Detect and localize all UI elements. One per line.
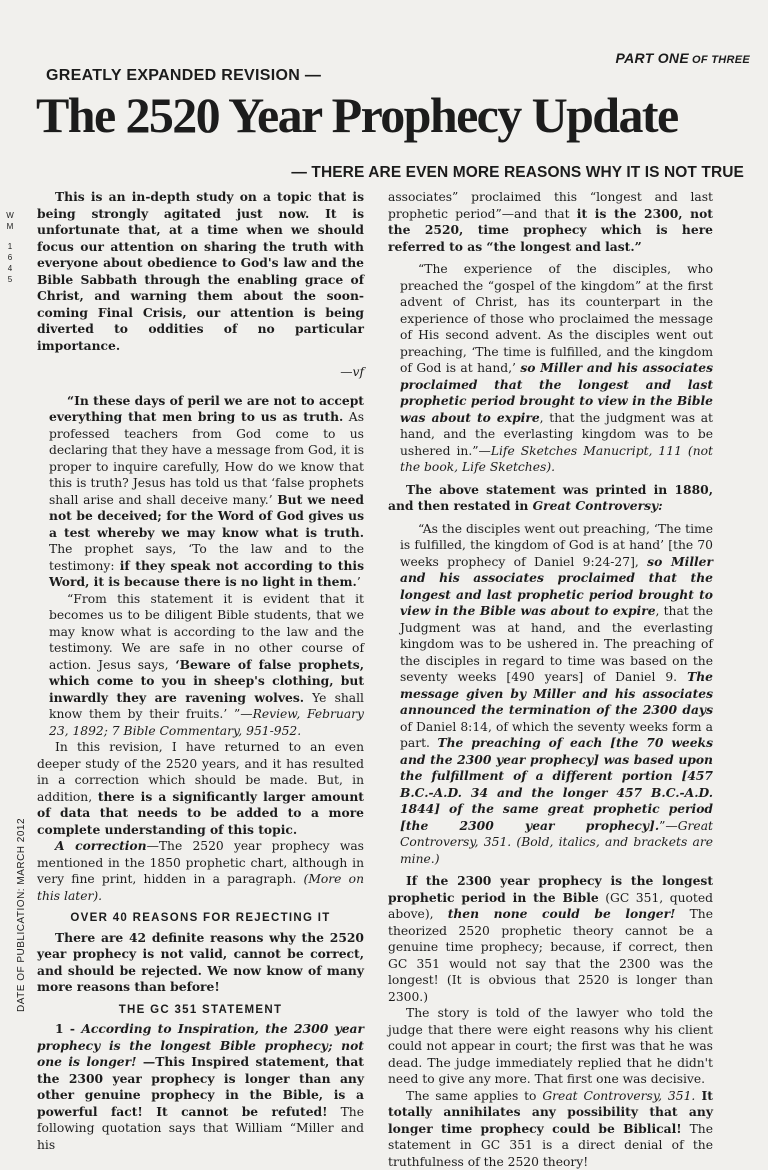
bold-run: 1 - <box>55 1021 81 1036</box>
margin-code-char: 6 <box>3 252 17 263</box>
bold-italic-run: The preaching of each [the 70 weeks and the 2300 year prophecy] was based upon the fulfillment of a different portion [457 B.C.-A.D. 34 and the longer 457 B.C.-A.D. 1844] of the same great prophetic period [the 2300 year prophecy]. <box>400 735 713 833</box>
body-paragraph: The story is told of the lawyer who told the judge that there were eight reasons why his client could not appear in court; the first was that he was dead. The judge immediately replied that he didn't need to give any more. That first one was decisive. <box>388 1005 713 1088</box>
bold-run: ‘Beware of false prophets, which come to you in sheep's clothing, but inwardly they are ravening wolves. <box>49 657 364 705</box>
margin-code-char: 4 <box>3 263 17 274</box>
italic-run: (More on this later). <box>37 872 364 903</box>
page-title: The 2520 Year Prophecy Update <box>36 86 678 144</box>
margin-code-char: 1 <box>3 241 17 252</box>
subtitle: — THERE ARE EVEN MORE REASONS WHY IT IS NOT TRUE <box>291 164 744 182</box>
body-paragraph: 1 - According to Inspiration, the 2300 year prophecy is the longest Bible prophecy; not one is longer! —This Inspired statement, that the 2300 year prophecy is longer than any other genuine prophecy in the Bible, is a powerful fact! It cannot be refuted! The following quotation says that William “Miller and his <box>37 1021 364 1153</box>
part-label: PART ONE <box>616 50 689 66</box>
bold-run: It totally annihilates any possibility that any longer time prophecy could be Biblical! <box>388 1088 713 1136</box>
body-paragraph: A correction—The 2520 year prophecy was mentioned in the 1850 prophetic chart, although in very fine print, hidden in a paragraph. (More on this later). <box>37 838 364 904</box>
quote-paragraph: “The experience of the disciples, who preached the “gospel of the kingdom” at the first advent of Christ, has its counterpart in the experience of those who proclaimed the message of His second advent. As the disciples went out preaching, ‘The time is fulfilled, and the kingdom of God is at hand,’ so Miller and his associates proclaimed that the longest and last prophetic period brought to view in the Bible was about to expire, that the judgment was at hand, and the everlasting kingdom was to be ushered in.”—Life Sketches Manucript, 111 (not the book, Life Sketches). <box>400 261 713 476</box>
italic-run: Great Controversy, 351. <box>542 1089 695 1103</box>
body-paragraph <box>37 930 364 996</box>
quote-paragraph: “As the disciples went out preaching, ‘The time is fulfilled, the kingdom of God is at hand’ [the 70 weeks prophecy of Daniel 9:24-27], so Miller and his associates proclaimed that the longest and last prophetic period brought to view in the Bible was about to expire, that the Judgment was at hand, and the everlasting kingdom was to be ushered in. The preaching of the disciples in regard to time was based on the seventy weeks [490 years] of Daniel 9. The message given by Miller and his associates announced the termination of the 2300 days of Daniel 8:14, of which the seventy weeks form a part. The preaching of each [the 70 weeks and the 2300 year prophecy] was based upon the fulfillment of a different portion [457 B.C.-A.D. 34 and the longer 457 B.C.-A.D. 1844] of the same great prophetic period [the 2300 year prophecy].”—Great Controversy, 351. (Bold, italics, and brackets are mine.) <box>400 521 713 868</box>
part-of-label: OF THREE <box>692 54 750 66</box>
margin-code-char: M <box>3 221 17 232</box>
margin-code-char: W <box>3 210 17 221</box>
bold-italic-run: A correction <box>55 838 147 853</box>
part-indicator <box>616 50 750 66</box>
italic-run: Review, February 23, 1892; 7 Bible Commentary, 951-952. <box>49 707 364 738</box>
section-heading: THE GC 351 STATEMENT <box>37 1002 364 1019</box>
bold-run: it is the 2300, not the 2520, time prophecy which is here referred to as “the longest and last.” <box>388 206 713 254</box>
bold-run: “In these days of peril we are not to accept everything that men bring to us as truth. <box>49 393 364 425</box>
body-paragraph: In this revision, I have returned to an even deeper study of the 2520 years, and it has resulted in a correction which should be made. But, in addition, there is a significantly larger amount of data that needs to be added to a more complete understanding of this topic. <box>37 739 364 838</box>
margin-code-char: 5 <box>3 274 17 285</box>
body-paragraph: The same applies to Great Controversy, 351. It totally annihilates any possibility that any longer time prophecy could be Biblical! The statement in GC 351 is a direct denial of the truthfulness of the 2520 theory! <box>388 1088 713 1170</box>
body-paragraph <box>388 482 713 515</box>
bold-run: —This Inspired statement, that the 2300 year prophecy is longer than any other genuine prophecy in the Bible, is a powerful fact! It cannot be refuted! <box>37 1054 364 1119</box>
bold-run: If the 2300 year prophecy is the longest prophetic period in the Bible <box>388 873 713 905</box>
bold-italic-run: so Miller and his associates proclaimed that the longest and last prophetic period brought to view in the Bible was about to expire <box>400 554 713 619</box>
italic-run: Great Controversy, 351. (Bold, italics, and brackets are mine.) <box>400 819 713 866</box>
body-paragraph: associates” proclaimed this “longest and last prophetic period”—and that it is the 2300, not the 2520, time prophecy which is here referred to as “the longest and last.” <box>388 189 713 255</box>
kicker-heading: GREATLY EXPANDED REVISION — <box>46 67 321 85</box>
bold-italic-run: then none could be longer! <box>448 906 676 921</box>
quote-paragraph: “From this statement it is evident that it becomes us to be diligent Bible students, that we may know what is according to the law and the testimony. We are safe in no other course of action. Jesus says, ‘Beware of false prophets, which come to you in sheep's clothing, but inwardly they are ravening wolves. Ye shall know them by their fruits.’ ”—Review, February 23, 1892; 7 Bible Commentary, 951-952. <box>49 591 364 740</box>
bold-italic-run: The message given by Miller and his associates announced the termination of the 2300 days <box>400 669 713 717</box>
signature: —vf <box>37 364 364 381</box>
bold-italic-run: According to Inspiration, the 2300 year prophecy is the longest Bible prophecy; not one is longer! <box>37 1021 364 1069</box>
bold-run: But we need not be deceived; for the Word of God gives us a test whereby we may know what is truth. <box>49 492 364 540</box>
publication-date: DATE OF PUBLICATION: MARCH 2012 <box>16 818 27 1012</box>
bold-run: there is a significantly larger amount of data that needs to be added to a more complete understanding of this topic. <box>37 789 364 837</box>
bold-run: if they speak not according to this Word, it is because there is no light in them. <box>49 558 364 590</box>
intro-paragraph: This is an in-depth study on a topic that is being strongly agitated just now. It is unfortunate that, at a time when we should focus our attention on sharing the truth with everyone about obedience to God's law and the Bible Sabbath through the enabling grace of Christ, and warning them about the soon-coming Final Crisis, our attention is being diverted to oddities of no particular importance. <box>37 189 364 354</box>
italic-run: Life Sketches Manucript, 111 (not the book, Life Sketches). <box>400 444 713 475</box>
margin-code <box>3 210 17 285</box>
right-column <box>388 189 713 1170</box>
left-column <box>37 189 364 1153</box>
quote-paragraph: “In these days of peril we are not to accept everything that men bring to us as truth. As professed teachers from God come to us declaring that they have a message from God, it is proper to inquire carefully, How do we know that this is truth? Jesus has told us that ‘false prophets shall arise and shall deceive many.’ But we need not be deceived; for the Word of God gives us a test whereby we may know what is truth. The prophet says, ‘To the law and to the testimony: if they speak not according to this Word, it is because there is no light in them.’ <box>49 393 364 591</box>
bold-italic-run: so Miller and his associates proclaimed that the longest and last prophetic period brought to view in the Bible was about to expire <box>400 360 713 425</box>
bold-run: There are 42 definite reasons why the 2520 year prophecy is not valid, cannot be correct, and should be rejected. We now know of many more reasons than before! <box>37 930 364 995</box>
bold-run: The above statement was printed in 1880, and then restated in <box>388 482 713 514</box>
section-heading: OVER 40 REASONS FOR REJECTING IT <box>37 910 364 927</box>
bold-italic-run: Great Controversy: <box>533 498 663 513</box>
body-paragraph: If the 2300 year prophecy is the longest prophetic period in the Bible (GC 351, quoted above), then none could be longer! The theorized 2520 prophetic theory cannot be a genuine time prophecy; because, if correct, then GC 351 would not say that the 2300 was the longest! (It is obvious that 2520 is longer than 2300.) <box>388 873 713 1005</box>
